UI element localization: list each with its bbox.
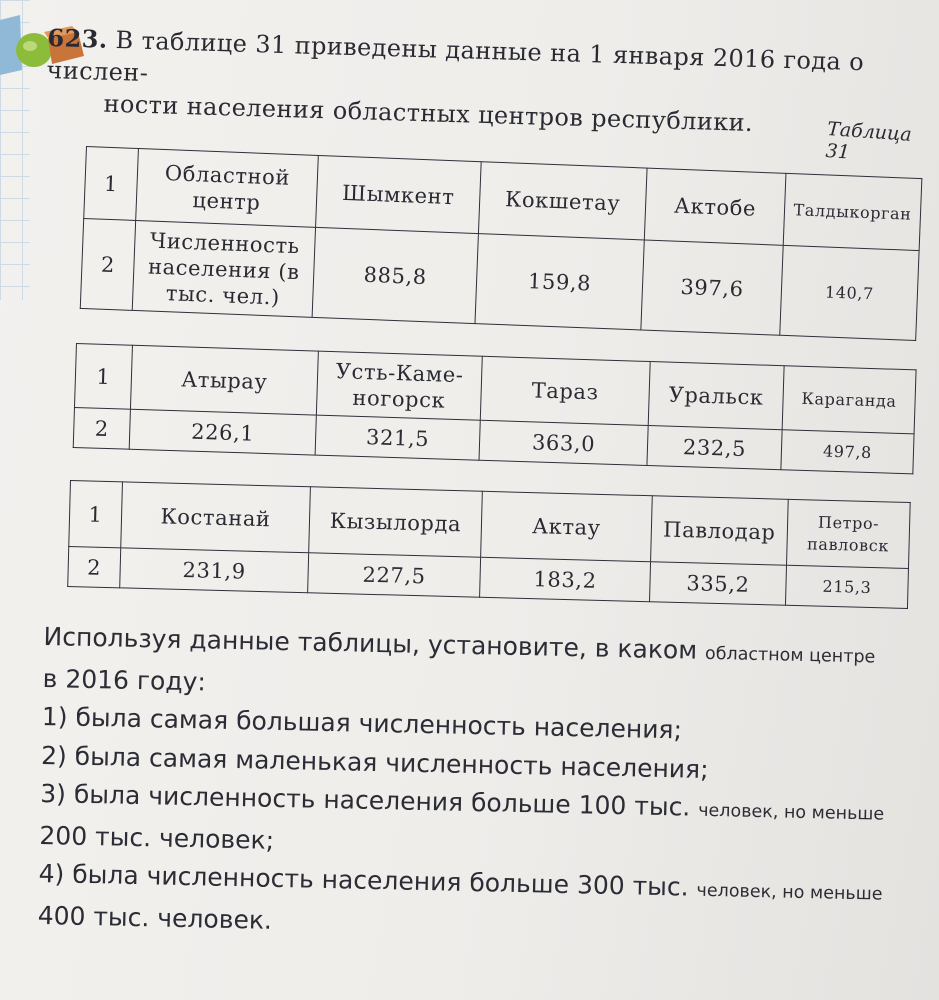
population-cell: 397,6: [641, 240, 783, 335]
row-number-cell: 2: [68, 546, 121, 587]
city-cell: Усть-Каме-ногорск: [316, 351, 482, 420]
question-item-3-text: 3) была численность населения больше 100 тыс.: [40, 778, 691, 822]
row-number-cell: 1: [84, 147, 139, 221]
row-number-cell: 2: [73, 407, 130, 449]
row-number-cell: 2: [80, 218, 135, 310]
population-cell: 183,2: [480, 557, 651, 601]
city-cell: Кызылорда: [309, 487, 483, 557]
problem-statement: [45, 22, 927, 144]
population-cell: 226,1: [129, 409, 316, 455]
population-table-1: [80, 146, 923, 341]
problem-number: 623.: [47, 22, 109, 54]
population-cell: 215,3: [785, 565, 908, 608]
population-cell: 227,5: [308, 553, 481, 597]
city-cell: Уральск: [648, 362, 784, 430]
city-cell: Тараз: [480, 356, 650, 425]
population-cell: 497,8: [781, 430, 914, 474]
question-item-4-cont: 400 тыс. человек.: [37, 900, 273, 935]
population-cell: 885,8: [312, 227, 478, 323]
population-cell: 321,5: [315, 415, 480, 460]
row-number-cell: 1: [69, 481, 123, 548]
population-cell: 231,9: [120, 548, 309, 593]
problem-text-line2: ности населения областных центров республики.: [103, 89, 754, 137]
question-item-2: 2) была самая маленькая численность населения;: [40, 740, 709, 784]
city-cell: Талдыкорган: [783, 173, 922, 250]
question-item-1: 1) была самая большая численность населения;: [41, 701, 683, 745]
city-cell: Павлодар: [651, 496, 789, 566]
table-caption: Таблица 31: [824, 118, 913, 164]
question-block: [37, 618, 913, 953]
question-item-4-text: 4) была численность населения больше 300 тыс.: [38, 858, 689, 902]
population-table-3: [67, 480, 911, 609]
header-label-cell: Областной центр: [136, 149, 319, 228]
city-cell: Костанай: [121, 482, 311, 553]
city-cell: Шымкент: [316, 155, 482, 233]
city-cell: Караганда: [782, 366, 916, 434]
question-item-4-small: человек, но меньше: [696, 880, 883, 905]
city-cell: Петро-павловск: [787, 499, 911, 568]
question-item-3-small: человек, но меньше: [697, 800, 885, 825]
problem-text-line1: В таблице 31 приведены данные на 1 января 2016 года о числен-: [46, 26, 865, 87]
population-cell: 159,8: [475, 234, 644, 330]
population-cell: 363,0: [479, 420, 648, 465]
value-label-cell: Численность населения (в тыс. чел.): [132, 220, 315, 317]
row-number-cell: 1: [74, 344, 132, 410]
city-cell: Актобе: [644, 168, 786, 245]
city-cell: Кокшетау: [478, 162, 647, 240]
population-table-2: [73, 343, 917, 474]
population-cell: 335,2: [650, 562, 787, 606]
city-cell: Атырау: [130, 345, 318, 415]
population-cell: 140,7: [780, 245, 919, 340]
question-intro-text: Используя данные таблицы, установите, в каком: [43, 621, 698, 665]
population-cell: 232,5: [647, 426, 782, 470]
question-intro-text-small: областном центре: [704, 643, 876, 668]
question-item-3-cont: 200 тыс. человек;: [39, 820, 275, 855]
city-cell: Актау: [481, 491, 653, 561]
question-intro-line2: в 2016 году:: [42, 663, 207, 696]
